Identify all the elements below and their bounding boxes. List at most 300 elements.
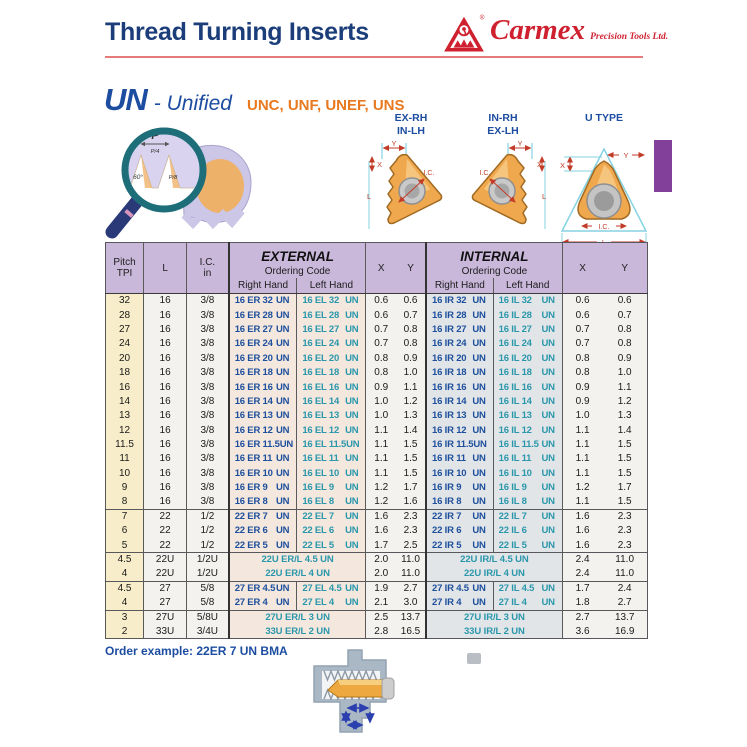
series-heading xyxy=(104,82,405,118)
table-row xyxy=(106,365,648,379)
int-left-hand-code: 16 IL 20 UN xyxy=(493,351,562,365)
ext-x-value: 1.0 xyxy=(366,394,396,408)
table-body xyxy=(106,294,648,639)
ext-merged-code: 27U ER/L 3 UN xyxy=(229,610,366,624)
table-row xyxy=(106,509,648,523)
ext-right-hand-code: 27 ER 4 UN xyxy=(229,596,297,610)
table-row xyxy=(106,567,648,581)
int-x-value: 1.1 xyxy=(562,423,602,437)
pitch-value: 27 xyxy=(106,322,144,336)
int-right-hand-code: 16 IR 11 UN xyxy=(426,452,493,466)
table-row xyxy=(106,437,648,451)
pitch-value: 18 xyxy=(106,365,144,379)
ext-right-hand-code: 16 ER 8 UN xyxy=(229,495,297,509)
int-right-hand-code: 22 IR 5 UN xyxy=(426,538,493,552)
pitch-value: 28 xyxy=(106,308,144,322)
int-ordering-code-header: Ordering Code xyxy=(426,264,562,278)
int-y-value: 1.5 xyxy=(602,466,647,480)
int-right-hand-code: 16 IR 8 UN xyxy=(426,495,493,509)
l-value: 16 xyxy=(144,294,187,308)
pitch-value: 12 xyxy=(106,423,144,437)
ext-left-hand-code: 16 EL 32 UN xyxy=(297,294,366,308)
pitch-value: 4 xyxy=(106,596,144,610)
int-x-value: 0.6 xyxy=(562,308,602,322)
table-header xyxy=(106,243,648,294)
thread-profile-diagram xyxy=(102,122,264,247)
int-x-value: 1.1 xyxy=(562,452,602,466)
page-title: Thread Turning Inserts xyxy=(105,18,369,46)
int-y-value: 1.5 xyxy=(602,437,647,451)
col-header-l: L xyxy=(144,243,187,294)
table-row xyxy=(106,481,648,495)
pitch-value: 8 xyxy=(106,495,144,509)
table-row xyxy=(106,538,648,552)
ext-left-hand-header: Left Hand xyxy=(297,278,366,294)
svg-text:60°: 60° xyxy=(133,174,143,181)
ext-left-hand-code: 16 EL 18 UN xyxy=(297,365,366,379)
ext-y-value: 1.3 xyxy=(396,409,426,423)
int-right-hand-code: 22 IR 7 UN xyxy=(426,509,493,523)
col-header-ic: I.C. in xyxy=(187,243,229,294)
svg-text:L: L xyxy=(542,192,547,201)
ic-value: 3/8 xyxy=(187,495,229,509)
svg-text:P/8: P/8 xyxy=(168,175,178,181)
ext-x-value: 1.7 xyxy=(366,538,396,552)
ext-y-value: 11.0 xyxy=(396,567,426,581)
ext-left-hand-code: 16 EL 24 UN xyxy=(297,337,366,351)
table-row xyxy=(106,596,648,610)
ext-left-hand-code: 22 EL 5 UN xyxy=(297,538,366,552)
ext-right-hand-code: 16 ER 13 UN xyxy=(229,409,297,423)
l-value: 27U xyxy=(144,610,187,624)
brand-name: Carmex xyxy=(490,14,586,46)
ic-value: 5/8U xyxy=(187,610,229,624)
l-value: 16 xyxy=(144,337,187,351)
insert-b-label: IN-RH EX-LH xyxy=(487,112,519,137)
col-header-int-y: Y xyxy=(602,243,647,294)
ic-value: 1/2U xyxy=(187,553,229,567)
ext-right-hand-code: 16 ER 24 UN xyxy=(229,337,297,351)
int-y-value: 2.7 xyxy=(602,596,647,610)
pitch-value: 4.5 xyxy=(106,581,144,595)
insert-b-icon xyxy=(458,139,548,239)
ext-x-value: 0.9 xyxy=(366,380,396,394)
ext-y-value: 1.4 xyxy=(396,423,426,437)
l-value: 16 xyxy=(144,495,187,509)
ic-value: 3/8 xyxy=(187,365,229,379)
int-y-value: 0.6 xyxy=(602,294,647,308)
int-y-value: 2.3 xyxy=(602,538,647,552)
table-row xyxy=(106,466,648,480)
ext-left-hand-code: 27 EL 4 UN xyxy=(297,596,366,610)
table-row xyxy=(106,337,648,351)
ext-right-hand-code: 16 ER 11 UN xyxy=(229,452,297,466)
ext-right-hand-code: 16 ER 18 UN xyxy=(229,365,297,379)
l-value: 16 xyxy=(144,394,187,408)
insert-selection-table xyxy=(105,242,648,639)
int-right-hand-code: 16 IR 24 UN xyxy=(426,337,493,351)
int-merged-code: 27U IR/L 3 UN xyxy=(426,610,562,624)
brand-subtitle: Precision Tools Ltd. xyxy=(590,32,669,42)
ext-right-hand-code: 16 ER 16 UN xyxy=(229,380,297,394)
table-row xyxy=(106,581,648,595)
series-name: UN xyxy=(104,82,147,117)
int-x-value: 1.0 xyxy=(562,409,602,423)
int-left-hand-code: 16 IL 14 UN xyxy=(493,394,562,408)
int-left-hand-code: 16 IL 8 UN xyxy=(493,495,562,509)
int-y-value: 1.2 xyxy=(602,394,647,408)
ic-value: 3/8 xyxy=(187,337,229,351)
ext-y-value: 1.5 xyxy=(396,466,426,480)
int-right-hand-code: 27 IR 4 UN xyxy=(426,596,493,610)
ic-value: 3/8 xyxy=(187,437,229,451)
int-x-value: 1.1 xyxy=(562,466,602,480)
ext-y-value: 0.8 xyxy=(396,322,426,336)
pitch-value: 20 xyxy=(106,351,144,365)
int-y-value: 0.7 xyxy=(602,308,647,322)
ext-x-value: 0.7 xyxy=(366,337,396,351)
int-left-hand-code: 16 IL 11.5 UN xyxy=(493,437,562,451)
ext-x-value: 1.6 xyxy=(366,524,396,538)
ext-left-hand-code: 16 EL 10 UN xyxy=(297,466,366,480)
ext-y-value: 1.1 xyxy=(396,380,426,394)
ext-right-hand-code: 22 ER 5 UN xyxy=(229,538,297,552)
ic-value: 3/8 xyxy=(187,308,229,322)
int-x-value: 2.4 xyxy=(562,567,602,581)
l-value: 16 xyxy=(144,351,187,365)
ext-merged-code: 22U ER/L 4.5 UN xyxy=(229,553,366,567)
ext-x-value: 0.6 xyxy=(366,294,396,308)
svg-text:X: X xyxy=(560,161,566,170)
int-left-hand-code: 16 IL 13 UN xyxy=(493,409,562,423)
ext-right-hand-code: 16 ER 28 UN xyxy=(229,308,297,322)
table-row xyxy=(106,553,648,567)
int-left-hand-code: 27 IL 4.5 UN xyxy=(493,581,562,595)
ext-left-hand-code: 16 EL 27 UN xyxy=(297,322,366,336)
ext-y-value: 3.0 xyxy=(396,596,426,610)
l-value: 22 xyxy=(144,524,187,538)
ext-right-hand-code: 16 ER 11.5 UN xyxy=(229,437,297,451)
ic-value: 3/8 xyxy=(187,481,229,495)
table-row xyxy=(106,380,648,394)
col-header-pitch: Pitch TPI xyxy=(106,243,144,294)
ext-right-hand-code: 16 ER 20 UN xyxy=(229,351,297,365)
ext-x-value: 1.0 xyxy=(366,409,396,423)
int-x-value: 3.6 xyxy=(562,624,602,638)
ext-x-value: 1.9 xyxy=(366,581,396,595)
ext-left-hand-code: 16 EL 20 UN xyxy=(297,351,366,365)
pitch-value: 9 xyxy=(106,481,144,495)
ext-x-value: 1.1 xyxy=(366,466,396,480)
int-y-value: 0.9 xyxy=(602,351,647,365)
l-value: 22 xyxy=(144,509,187,523)
l-value: 22 xyxy=(144,538,187,552)
ic-value: 1/2 xyxy=(187,524,229,538)
svg-text:Y: Y xyxy=(517,139,523,148)
ic-value: 5/8 xyxy=(187,581,229,595)
int-right-hand-code: 16 IR 16 UN xyxy=(426,380,493,394)
l-value: 27 xyxy=(144,581,187,595)
int-y-value: 1.4 xyxy=(602,423,647,437)
table-row xyxy=(106,294,648,308)
ext-y-value: 0.7 xyxy=(396,308,426,322)
insert-c-label: U TYPE xyxy=(585,112,623,124)
l-value: 33U xyxy=(144,624,187,638)
ext-y-value: 2.7 xyxy=(396,581,426,595)
int-right-hand-code: 16 IR 28 UN xyxy=(426,308,493,322)
table-row xyxy=(106,452,648,466)
int-right-hand-header: Right Hand xyxy=(426,278,493,294)
int-x-value: 1.8 xyxy=(562,596,602,610)
pitch-value: 5 xyxy=(106,538,144,552)
ext-x-value: 0.8 xyxy=(366,351,396,365)
int-y-value: 11.0 xyxy=(602,567,647,581)
int-merged-code: 22U IR/L 4.5 UN xyxy=(426,553,562,567)
ext-y-value: 1.6 xyxy=(396,495,426,509)
ext-x-value: 0.7 xyxy=(366,322,396,336)
ext-right-hand-code: 22 ER 6 UN xyxy=(229,524,297,538)
int-y-value: 1.5 xyxy=(602,495,647,509)
table-row xyxy=(106,495,648,509)
ext-x-value: 0.6 xyxy=(366,308,396,322)
ext-x-value: 2.0 xyxy=(366,553,396,567)
int-x-value: 1.1 xyxy=(562,437,602,451)
insert-c-icon xyxy=(552,139,656,253)
ext-left-hand-code: 27 EL 4.5 UN xyxy=(297,581,366,595)
int-x-value: 0.7 xyxy=(562,322,602,336)
int-left-hand-code: 16 IL 24 UN xyxy=(493,337,562,351)
table-row xyxy=(106,610,648,624)
l-value: 16 xyxy=(144,322,187,336)
int-y-value: 11.0 xyxy=(602,553,647,567)
ic-value: 3/8 xyxy=(187,351,229,365)
int-y-value: 2.4 xyxy=(602,581,647,595)
ic-value: 1/2 xyxy=(187,538,229,552)
int-left-hand-code: 16 IL 27 UN xyxy=(493,322,562,336)
magnifier-icon xyxy=(102,122,264,242)
pitch-value: 11.5 xyxy=(106,437,144,451)
svg-text:X: X xyxy=(377,160,383,169)
ic-value: 3/8 xyxy=(187,394,229,408)
series-subtypes: UNC, UNF, UNEF, UNS xyxy=(246,97,405,114)
pitch-value: 7 xyxy=(106,509,144,523)
svg-text:Y: Y xyxy=(623,151,629,160)
ext-left-hand-code: 16 EL 16 UN xyxy=(297,380,366,394)
int-x-value: 1.1 xyxy=(562,495,602,509)
ext-x-value: 1.1 xyxy=(366,437,396,451)
int-right-hand-code: 16 IR 18 UN xyxy=(426,365,493,379)
svg-text:P/4: P/4 xyxy=(150,149,160,155)
ext-y-value: 11.0 xyxy=(396,553,426,567)
ext-x-value: 2.8 xyxy=(366,624,396,638)
ext-y-value: 13.7 xyxy=(396,610,426,624)
ext-y-value: 1.5 xyxy=(396,452,426,466)
pitch-value: 4 xyxy=(106,567,144,581)
carmex-emblem-icon xyxy=(443,13,485,55)
pitch-value: 3 xyxy=(106,610,144,624)
ext-left-hand-code: 16 EL 14 UN xyxy=(297,394,366,408)
table-row xyxy=(106,409,648,423)
int-right-hand-code: 16 IR 20 UN xyxy=(426,351,493,365)
svg-text:P: P xyxy=(151,130,159,142)
header-divider xyxy=(105,56,643,58)
int-left-hand-code: 16 IL 32 UN xyxy=(493,294,562,308)
table-row xyxy=(106,322,648,336)
int-left-hand-code: 16 IL 12 UN xyxy=(493,423,562,437)
col-header-int-x: X xyxy=(562,243,602,294)
table-row xyxy=(106,308,648,322)
int-merged-code: 33U IR/L 2 UN xyxy=(426,624,562,638)
svg-text:Y: Y xyxy=(391,139,397,148)
ext-y-value: 0.8 xyxy=(396,337,426,351)
int-x-value: 1.2 xyxy=(562,481,602,495)
ic-value: 1/2 xyxy=(187,509,229,523)
pitch-value: 4.5 xyxy=(106,553,144,567)
ext-left-hand-code: 16 EL 12 UN xyxy=(297,423,366,437)
pitch-value: 2 xyxy=(106,624,144,638)
ext-y-value: 0.9 xyxy=(396,351,426,365)
int-y-value: 13.7 xyxy=(602,610,647,624)
int-y-value: 1.7 xyxy=(602,481,647,495)
order-example-text: Order example: 22ER 7 UN BMA xyxy=(105,644,288,658)
int-left-hand-code: 16 IL 9 UN xyxy=(493,481,562,495)
ext-y-value: 2.3 xyxy=(396,509,426,523)
ext-right-hand-code: 16 ER 9 UN xyxy=(229,481,297,495)
int-x-value: 0.6 xyxy=(562,294,602,308)
int-y-value: 1.1 xyxy=(602,380,647,394)
pitch-value: 24 xyxy=(106,337,144,351)
ext-right-hand-code: 16 ER 27 UN xyxy=(229,322,297,336)
ext-right-hand-code: 22 ER 7 UN xyxy=(229,509,297,523)
int-x-value: 2.7 xyxy=(562,610,602,624)
ext-right-hand-code: 16 ER 14 UN xyxy=(229,394,297,408)
col-header-ext-x: X xyxy=(366,243,396,294)
int-right-hand-code: 27 IR 4.5 UN xyxy=(426,581,493,595)
table-row xyxy=(106,394,648,408)
brand-logo xyxy=(443,13,668,55)
ext-y-value: 1.0 xyxy=(396,365,426,379)
int-x-value: 2.4 xyxy=(562,553,602,567)
ext-y-value: 2.5 xyxy=(396,538,426,552)
int-x-value: 1.6 xyxy=(562,524,602,538)
threading-operation-illustration xyxy=(298,640,410,747)
ext-left-hand-code: 16 EL 9 UN xyxy=(297,481,366,495)
ic-value: 1/2U xyxy=(187,567,229,581)
insert-diagram-in-rh xyxy=(458,112,548,244)
int-right-hand-code: 22 IR 6 UN xyxy=(426,524,493,538)
ic-value: 3/8 xyxy=(187,466,229,480)
l-value: 16 xyxy=(144,466,187,480)
section-header-external: EXTERNAL xyxy=(229,243,366,265)
int-x-value: 1.6 xyxy=(562,538,602,552)
ext-left-hand-code: 16 EL 11 UN xyxy=(297,452,366,466)
int-x-value: 0.8 xyxy=(562,351,602,365)
ext-x-value: 2.0 xyxy=(366,567,396,581)
int-y-value: 2.3 xyxy=(602,524,647,538)
int-right-hand-code: 16 IR 12 UN xyxy=(426,423,493,437)
ic-value: 3/8 xyxy=(187,294,229,308)
ext-y-value: 16.5 xyxy=(396,624,426,638)
ext-y-value: 2.3 xyxy=(396,524,426,538)
int-x-value: 1.6 xyxy=(562,509,602,523)
section-header-internal: INTERNAL xyxy=(426,243,562,265)
int-y-value: 1.3 xyxy=(602,409,647,423)
ic-value: 3/8 xyxy=(187,452,229,466)
col-header-ext-y: Y xyxy=(396,243,426,294)
int-x-value: 0.7 xyxy=(562,337,602,351)
table-row xyxy=(106,624,648,638)
l-value: 16 xyxy=(144,409,187,423)
insert-diagram-ex-rh xyxy=(366,112,456,244)
l-value: 16 xyxy=(144,452,187,466)
insert-diagram-u-type xyxy=(552,112,656,258)
l-value: 27 xyxy=(144,596,187,610)
ic-value: 3/8 xyxy=(187,409,229,423)
boring-bar-icon xyxy=(298,640,410,742)
ext-x-value: 1.1 xyxy=(366,452,396,466)
pitch-value: 10 xyxy=(106,466,144,480)
l-value: 22U xyxy=(144,553,187,567)
l-value: 16 xyxy=(144,365,187,379)
int-left-hand-code: 16 IL 28 UN xyxy=(493,308,562,322)
ext-y-value: 1.7 xyxy=(396,481,426,495)
ext-x-value: 0.8 xyxy=(366,365,396,379)
ext-merged-code: 22U ER/L 4 UN xyxy=(229,567,366,581)
page-tab-marker xyxy=(654,140,672,192)
ext-x-value: 1.2 xyxy=(366,481,396,495)
ext-merged-code: 33U ER/L 2 UN xyxy=(229,624,366,638)
ext-left-hand-code: 16 EL 28 UN xyxy=(297,308,366,322)
int-x-value: 0.9 xyxy=(562,394,602,408)
un-inserts-table xyxy=(105,242,648,639)
table-row xyxy=(106,423,648,437)
ext-x-value: 2.1 xyxy=(366,596,396,610)
insert-a-label: EX-RH IN-LH xyxy=(394,112,428,137)
ext-x-value: 1.6 xyxy=(366,509,396,523)
int-right-hand-code: 16 IR 10 UN xyxy=(426,466,493,480)
ext-right-hand-header: Right Hand xyxy=(229,278,297,294)
int-x-value: 0.9 xyxy=(562,380,602,394)
pitch-value: 14 xyxy=(106,394,144,408)
pitch-value: 11 xyxy=(106,452,144,466)
svg-text:I.C.: I.C. xyxy=(598,224,610,231)
ext-left-hand-code: 22 EL 6 UN xyxy=(297,524,366,538)
ext-x-value: 1.2 xyxy=(366,495,396,509)
int-right-hand-code: 16 IR 32 UN xyxy=(426,294,493,308)
int-merged-code: 22U IR/L 4 UN xyxy=(426,567,562,581)
pitch-value: 16 xyxy=(106,380,144,394)
svg-text:X: X xyxy=(537,160,543,169)
int-right-hand-code: 16 IR 14 UN xyxy=(426,394,493,408)
series-suffix: - Unified xyxy=(153,92,232,115)
int-left-hand-code: 16 IL 11 UN xyxy=(493,452,562,466)
ext-right-hand-code: 16 ER 10 UN xyxy=(229,466,297,480)
l-value: 22U xyxy=(144,567,187,581)
int-right-hand-code: 16 IR 13 UN xyxy=(426,409,493,423)
svg-text:I.C.: I.C. xyxy=(423,170,435,177)
ic-value: 3/8 xyxy=(187,322,229,336)
ext-y-value: 1.5 xyxy=(396,437,426,451)
ext-left-hand-code: 16 EL 13 UN xyxy=(297,409,366,423)
ext-right-hand-code: 27 ER 4.5 UN xyxy=(229,581,297,595)
svg-text:I.C.: I.C. xyxy=(479,170,491,177)
int-y-value: 1.0 xyxy=(602,365,647,379)
int-y-value: 1.5 xyxy=(602,452,647,466)
int-left-hand-code: 22 IL 6 UN xyxy=(493,524,562,538)
svg-text:®: ® xyxy=(479,14,485,22)
ext-left-hand-code: 16 EL 11.5 UN xyxy=(297,437,366,451)
int-y-value: 0.8 xyxy=(602,322,647,336)
